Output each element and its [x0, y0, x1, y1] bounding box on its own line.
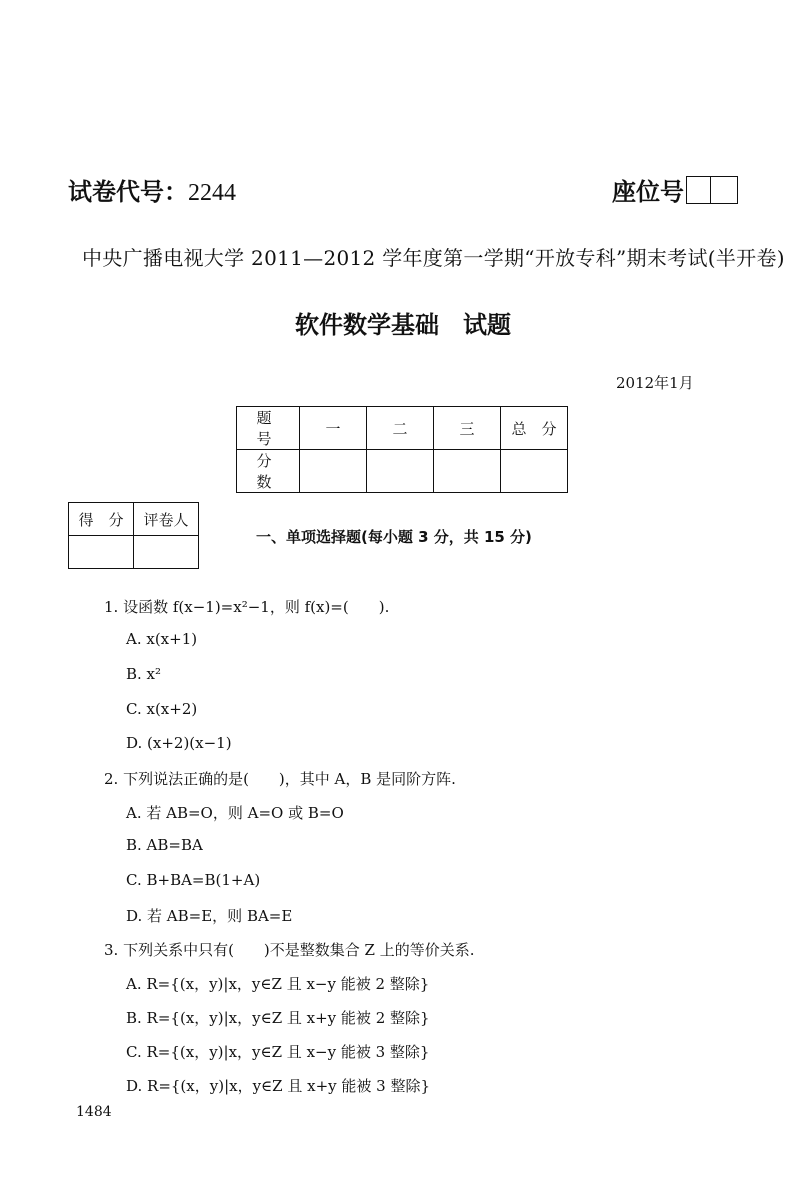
- page-number: 1484: [76, 1104, 112, 1120]
- grader-table-entry-row: [69, 536, 199, 569]
- score-table-cell: 题 号: [237, 407, 300, 450]
- score-table-cell: 分 数: [237, 450, 300, 493]
- paper-code-label: 试卷代号：: [68, 178, 188, 206]
- subject-title: 软件数学基础 试题: [295, 311, 511, 339]
- seat-number-label: 座位号: [612, 178, 684, 206]
- score-table-header-row: [237, 407, 568, 450]
- exam-title: 中央广播电视大学 2011—2012 学年度第一学期“开放专科”期末考试(半开卷): [82, 246, 785, 270]
- question-option: A. R={(x，y)|x，y∈Z 且 x−y 能被 2 整除}: [126, 975, 430, 993]
- question-option: D. 若 AB=E，则 BA=E: [126, 907, 293, 925]
- score-table-cell: 总 分: [501, 407, 568, 450]
- grader-table: [68, 502, 199, 569]
- question-stem: 1. 设函数 f(x−1)=x²−1，则 f(x)=( ).: [104, 598, 390, 616]
- score-table-cell: 三: [434, 407, 501, 450]
- score-table-score-row: [237, 450, 568, 493]
- seat-number: [612, 172, 738, 207]
- question-stem: 3. 下列关系中只有( )不是整数集合 Z 上的等价关系.: [104, 941, 475, 959]
- grader-entry-cell[interactable]: [69, 536, 134, 569]
- paper-code: [68, 172, 236, 207]
- paper-code-value: 2244: [188, 180, 236, 206]
- question-option: D. R={(x，y)|x，y∈Z 且 x+y 能被 3 整除}: [126, 1077, 431, 1095]
- grader-table-cell: 得 分: [69, 503, 134, 536]
- score-summary-table: [236, 406, 568, 493]
- question-option: B. AB=BA: [126, 836, 203, 854]
- question-option: C. B+BA=B(1+A): [126, 871, 261, 889]
- seat-number-boxes[interactable]: [686, 176, 738, 204]
- question-stem: 2. 下列说法正确的是( )，其中 A，B 是同阶方阵.: [104, 770, 456, 788]
- question-option: A. x(x+1): [126, 630, 198, 648]
- question-option: C. R={(x，y)|x，y∈Z 且 x−y 能被 3 整除}: [126, 1043, 430, 1061]
- score-entry-cell[interactable]: [434, 450, 501, 493]
- question-option: B. R={(x，y)|x，y∈Z 且 x+y 能被 2 整除}: [126, 1009, 430, 1027]
- score-table-cell: 一: [300, 407, 367, 450]
- score-entry-cell[interactable]: [367, 450, 434, 493]
- exam-date: 2012年1月: [616, 374, 694, 392]
- score-table-cell: 二: [367, 407, 434, 450]
- question-option: B. x²: [126, 665, 162, 683]
- grader-entry-cell[interactable]: [134, 536, 199, 569]
- question-option: A. 若 AB=O，则 A=O 或 B=O: [126, 804, 344, 822]
- question-option: D. (x+2)(x−1): [126, 734, 232, 752]
- grader-table-header-row: [69, 503, 199, 536]
- question-option: C. x(x+2): [126, 700, 198, 718]
- grader-table-cell: 评卷人: [134, 503, 199, 536]
- section-title: 一、单项选择题(每小题 3 分，共 15 分): [256, 528, 532, 546]
- score-entry-cell[interactable]: [501, 450, 568, 493]
- score-entry-cell[interactable]: [300, 450, 367, 493]
